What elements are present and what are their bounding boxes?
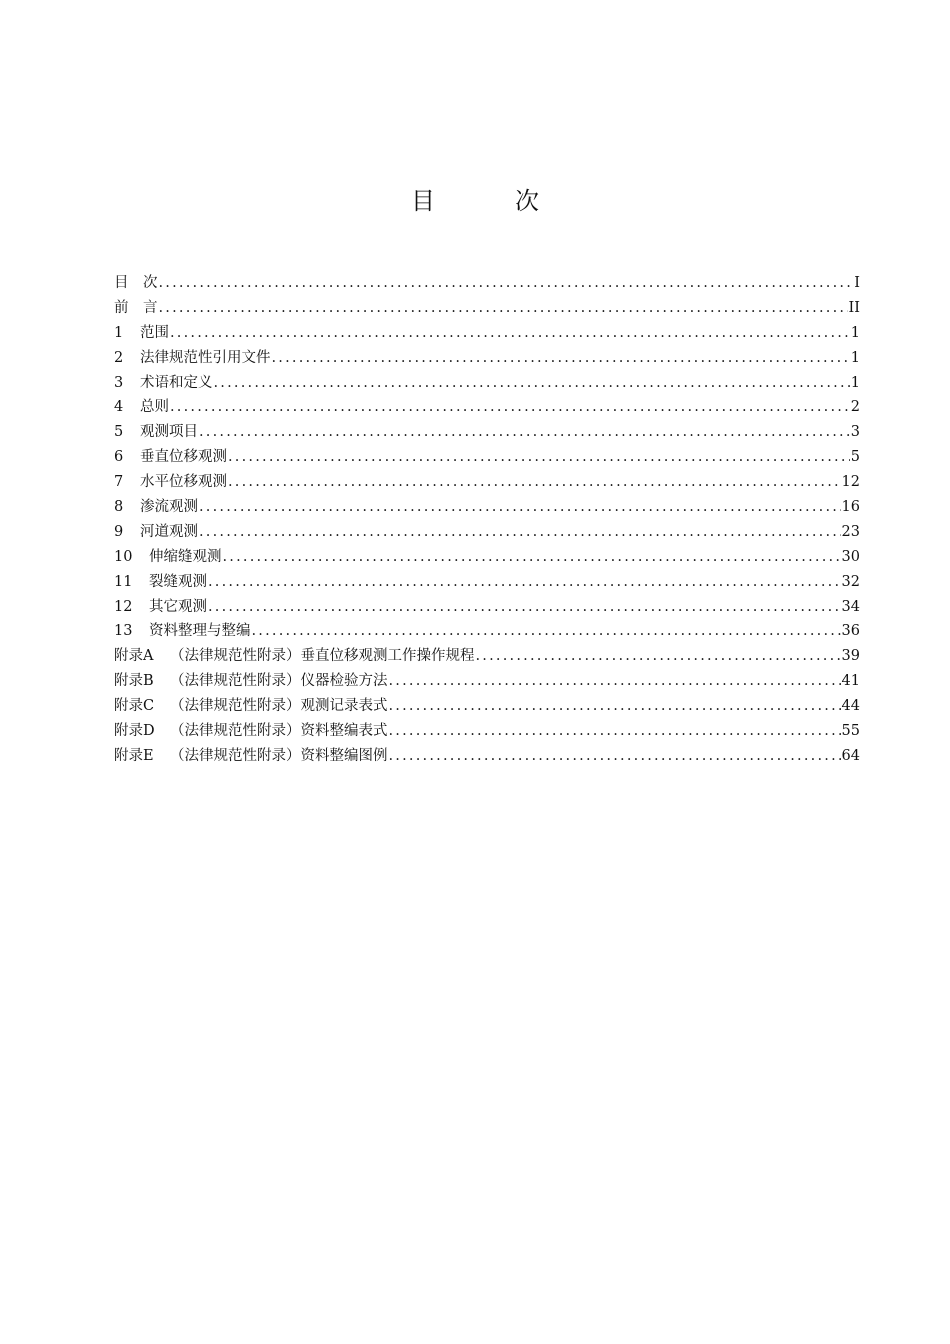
toc-entry-label: 观测项目 <box>140 424 198 441</box>
toc-leader-dots <box>199 495 841 520</box>
toc-leader-dots <box>199 520 841 545</box>
toc-section-number: 8 <box>114 499 124 516</box>
toc-section-number: 1 <box>114 324 124 341</box>
toc-leader-dots <box>252 619 841 644</box>
page-title: 目 次 <box>411 187 567 215</box>
toc-leader-dots <box>170 321 850 346</box>
toc-entry-section-2[interactable] <box>114 346 860 371</box>
toc-entry-label: 资料整理与整编 <box>149 623 251 640</box>
toc-appendix-number: 附录D <box>114 723 155 740</box>
toc-entry-appendix-c[interactable] <box>114 694 860 719</box>
toc-entry-appendix-a[interactable] <box>114 644 860 669</box>
toc-section-number: 4 <box>114 399 124 416</box>
toc-entry-section-11[interactable] <box>114 570 860 595</box>
toc-appendix-number: 附录E <box>114 747 154 764</box>
toc-entry-section-6[interactable] <box>114 445 860 470</box>
toc-entry-label: 其它观测 <box>149 598 207 615</box>
toc-appendix-number: 附录A <box>114 648 154 665</box>
toc-leader-dots <box>389 744 841 769</box>
toc-page-number: 44 <box>841 698 860 715</box>
toc-leader-dots <box>208 570 841 595</box>
toc-page-number: I <box>854 275 860 291</box>
toc-section-number: 10 <box>114 548 133 565</box>
toc-page-number: 32 <box>841 573 860 590</box>
toc-page-number: 39 <box>841 648 860 665</box>
toc-entry-section-7[interactable] <box>114 470 860 495</box>
toc-section-number: 5 <box>114 424 124 441</box>
toc-page-number: 2 <box>850 399 860 416</box>
toc-page-number: II <box>848 299 860 316</box>
toc-page-number: 3 <box>850 424 860 441</box>
toc-entry-appendix-e[interactable] <box>114 744 860 769</box>
toc-entry-label: 前 言 <box>114 299 158 316</box>
toc-entry-section-3[interactable] <box>114 371 860 396</box>
toc-leader-dots <box>199 420 850 445</box>
toc-entry-label: 范围 <box>140 324 169 341</box>
toc-page-number: 30 <box>841 548 860 565</box>
toc-entry-contents[interactable] <box>114 271 860 296</box>
toc-page-number: 12 <box>841 474 860 491</box>
toc-entry-label: 河道观测 <box>140 523 198 540</box>
toc-section-number: 11 <box>114 573 133 590</box>
toc-entry-section-1[interactable] <box>114 321 860 346</box>
toc-page-number: 41 <box>841 673 860 690</box>
toc-section-number: 3 <box>114 374 124 391</box>
toc-page-number: 36 <box>841 623 860 640</box>
toc-page-number: 1 <box>850 374 860 391</box>
toc-entry-appendix-b[interactable] <box>114 669 860 694</box>
toc-entry-section-4[interactable] <box>114 395 860 420</box>
toc-entry-section-13[interactable] <box>114 619 860 644</box>
toc-leader-dots <box>476 644 841 669</box>
toc-entry-label: 术语和定义 <box>140 374 213 391</box>
toc-leader-dots <box>170 395 850 420</box>
toc-appendix-number: 附录C <box>114 698 155 715</box>
toc-appendix-number: 附录B <box>114 673 154 690</box>
toc-entry-label: 渗流观测 <box>140 499 198 516</box>
toc-section-number: 2 <box>114 349 124 366</box>
toc-entry-label: （法律规范性附录）资料整编表式 <box>170 723 388 740</box>
toc-entry-label: 目 次 <box>114 275 158 291</box>
toc-section-number: 7 <box>114 474 124 491</box>
toc-entry-foreword[interactable] <box>114 296 860 321</box>
toc-section-number: 9 <box>114 523 124 540</box>
toc-entry-label: （法律规范性附录）仪器检验方法 <box>170 673 388 690</box>
toc-page-number: 64 <box>841 747 860 764</box>
toc-entry-label: 裂缝观测 <box>149 573 207 590</box>
toc-leader-dots <box>228 470 841 495</box>
toc-entry-label: 垂直位移观测 <box>140 449 227 466</box>
table-of-contents <box>114 271 860 769</box>
toc-entry-section-8[interactable] <box>114 495 860 520</box>
toc-entry-section-12[interactable] <box>114 595 860 620</box>
toc-entry-section-9[interactable] <box>114 520 860 545</box>
toc-entry-label: 总则 <box>140 399 169 416</box>
toc-entry-label: （法律规范性附录）观测记录表式 <box>170 698 388 715</box>
toc-leader-dots <box>389 719 841 744</box>
toc-page-number: 34 <box>841 598 860 615</box>
toc-leader-dots <box>159 296 848 321</box>
toc-entry-label: （法律规范性附录）资料整编图例 <box>170 747 388 764</box>
toc-entry-section-10[interactable] <box>114 545 860 570</box>
toc-entry-label: 水平位移观测 <box>140 474 227 491</box>
toc-leader-dots <box>228 445 850 470</box>
toc-entry-label: （法律规范性附录）垂直位移观测工作操作规程 <box>170 648 475 665</box>
toc-page-number: 16 <box>841 499 860 516</box>
toc-entry-label: 法律规范性引用文件 <box>140 349 271 366</box>
toc-page-number: 1 <box>850 324 860 341</box>
toc-leader-dots <box>389 694 841 719</box>
toc-leader-dots <box>272 346 850 371</box>
toc-entry-section-5[interactable] <box>114 420 860 445</box>
toc-page-number: 5 <box>850 449 860 466</box>
toc-section-number: 12 <box>114 598 133 615</box>
toc-leader-dots <box>223 545 841 570</box>
toc-page-number: 55 <box>841 723 860 740</box>
toc-leader-dots <box>214 371 850 396</box>
toc-leader-dots <box>208 595 841 620</box>
toc-section-number: 13 <box>114 623 133 640</box>
toc-section-number: 6 <box>114 449 124 466</box>
toc-page-number: 23 <box>841 523 860 540</box>
toc-leader-dots <box>159 271 854 296</box>
toc-leader-dots <box>389 669 841 694</box>
toc-entry-appendix-d[interactable] <box>114 719 860 744</box>
toc-page-number: 1 <box>850 349 860 366</box>
toc-entry-label: 伸缩缝观测 <box>149 548 222 565</box>
